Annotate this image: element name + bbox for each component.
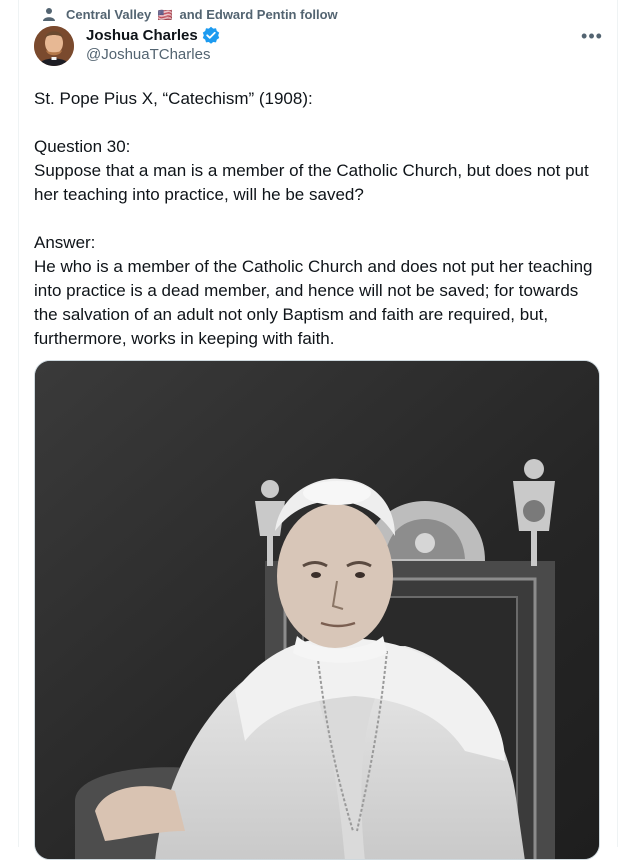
avatar[interactable] [34,26,74,66]
social-context-name[interactable]: Central Valley [66,6,152,22]
tweet-text [34,87,606,351]
portrait-illustration [35,361,600,860]
tweet-line-title: St. Pope Pius X, “Catechism” (1908): [34,89,313,108]
answer-label: Answer: [34,233,96,252]
question-label: Question 30: [34,137,131,156]
more-options-button[interactable]: ••• [581,25,603,46]
question-text: Suppose that a man is a member of the Catholic Church, but does not put her teaching into practice, will he be saved? [34,161,589,204]
us-flag-icon: 🇺🇸 [157,7,173,22]
person-icon [42,7,56,21]
verified-badge-icon [202,26,220,44]
answer-text: He who is a member of the Catholic Church and does not put her teaching into practice is a dead member, and hence will not be saved; for towards the salvation of an adult not only Baptism and faith are required, but, furthermore, works in keeping with faith. [34,257,593,348]
social-context [42,6,338,22]
author-name[interactable]: Joshua Charles [86,26,198,44]
author-handle[interactable]: @JoshuaTCharles [86,46,211,63]
tweet-photo[interactable] [34,360,600,860]
social-context-suffix: and Edward Pentin follow [179,6,338,22]
author-name-row[interactable] [86,26,220,44]
